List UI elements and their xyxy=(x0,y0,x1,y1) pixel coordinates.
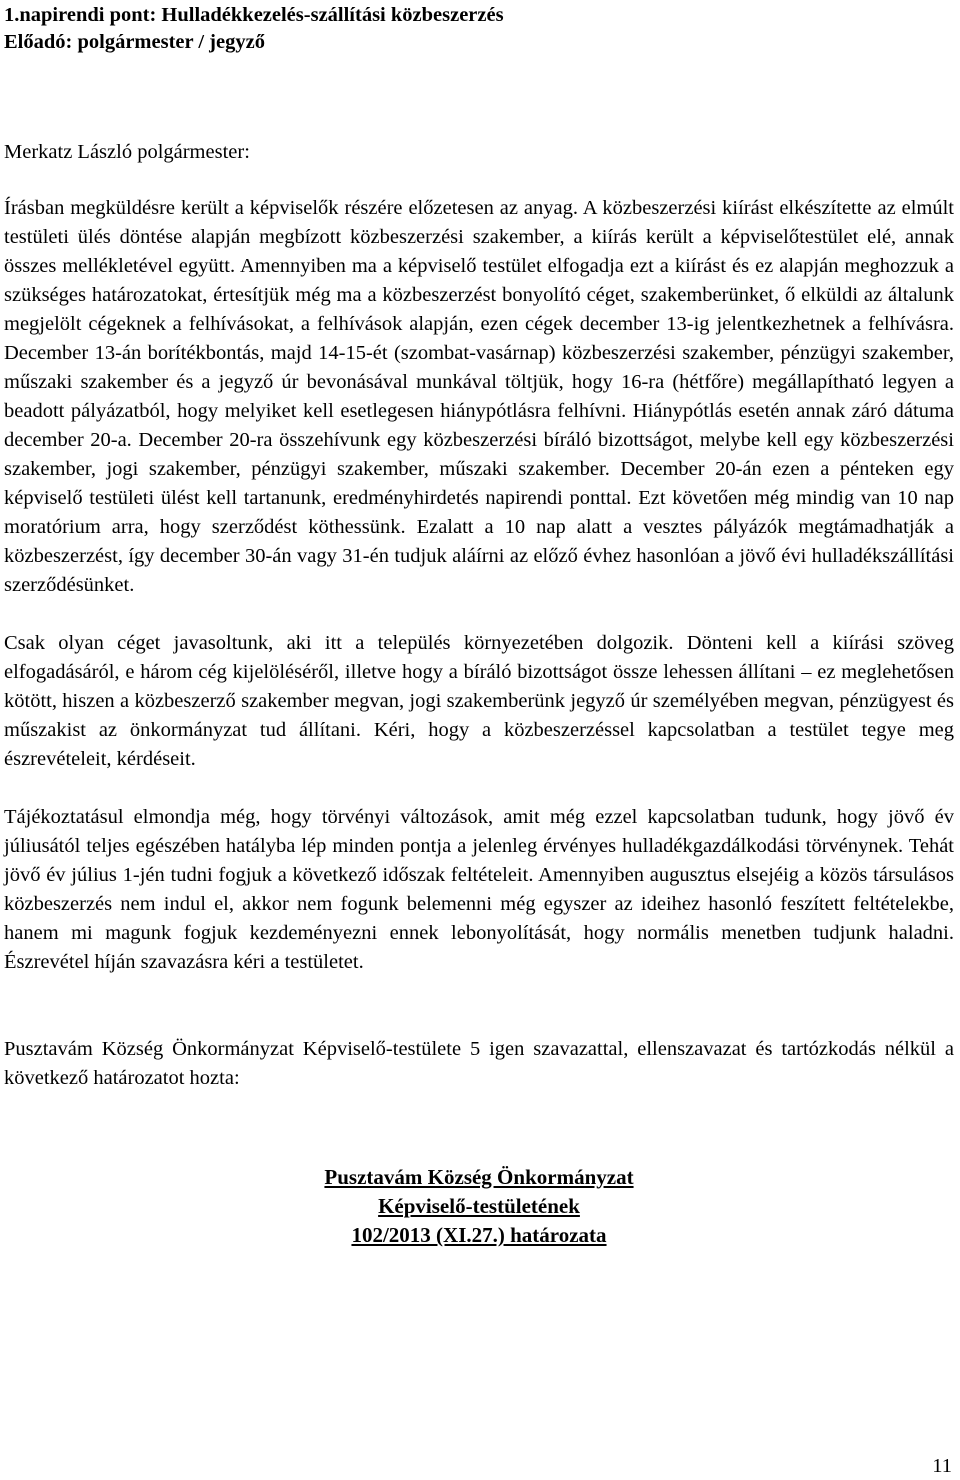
resolution-line-number: 102/2013 (XI.27.) határozata xyxy=(351,1223,607,1247)
document-page xyxy=(4,0,954,1250)
paragraph-procurement-timeline: Írásban megküldésre került a képviselők részére előzetesen az anyag. A közbeszerzési kiírást elkészítette az elmúlt testületi ülés döntése alapján megbízott közbeszerzési szakember, a kiírás került a képviselőtestület elé, annak összes mellékletével együtt. Amennyiben ma a képviselő testület elfogadja ezt a kiírást és ez alapján meghozzuk a szükséges határozatokat, értesítjük még ma a közbeszerzést bonyolító céget, szakemberünket, ő elküldi az általunk megjelölt cégeknek a felhívásokat, a felhívások alapján, ezen cégek december 13-ig jelentkezhetnek a felhívásra. December 13-án borítékbontás, majd 14-15-ét (szombat-vasárnap) közbeszerzési szakember, pénzügyi szakember, műszaki szakember és a jegyző úr bevonásával munkával töltjük, hogy 16-ra (hétfőre) megállapítható legyen a beadott pályázatból, hogy melyiket kell esetlegesen hiánypótlásra felhívni. Hiánypótlás esetén annak záró dátuma december 20-a. December 20-ra összehívunk egy közbeszerzési bíráló bizottságot, melybe kell egy közbeszerzési szakember, jogi szakember, pénzügyi szakember, műszaki szakember. December 20-án ezen a pénteken egy képviselő testületi ülést kell tartanunk, eredményhirdetés napirendi ponttal. Ezt követően még mindig van 10 nap moratórium arra, hogy szerződést köthessünk. Ezalatt a 10 nap alatt a vesztes pályázók megtámadhatják a közbeszerzést, így december 30-án vagy 31-én tudjuk aláírni az előző évhez hasonlóan a jövő évi hulladékszállítási szerződésünket. xyxy=(4,197,954,596)
paragraph-vote-result: Pusztavám Község Önkormányzat Képviselő-testülete 5 igen szavazattal, ellenszavazat és tartózkodás nélkül a következő határozatot hozta: xyxy=(4,1038,954,1089)
agenda-item-heading: 1.napirendi pont: Hulladékkezelés-szállítási közbeszerzés xyxy=(4,4,504,26)
agenda-title xyxy=(4,2,954,56)
page-number: 11 xyxy=(932,1455,952,1477)
resolution-line-municipality: Pusztavám Község Önkormányzat xyxy=(324,1165,634,1189)
resolution-heading xyxy=(4,1163,954,1250)
resolution-line-body: Képviselő-testületének xyxy=(378,1194,580,1218)
paragraph-decision-request: Csak olyan céget javasoltunk, aki itt a település környezetében dolgozik. Dönteni kell a kiírási szöveg elfogadásáról, e három cég kijelöléséről, illetve hogy a bíráló bizottságot össze lehessen állítani – ez meglehetősen kötött, hiszen a közbeszerző szakember megvan, jogi szakemberünk jegyző úr személyében megvan, pénzügyest és műszakist az önkormányzat tud állítani. Kéri, hogy a közbeszerzéssel kapcsolatban a testület tegye meg észrevételeit, kérdéseit. xyxy=(4,632,954,770)
paragraph-legal-changes: Tájékoztatásul elmondja még, hogy törvényi változások, amit még ezzel kapcsolatban tudunk, hogy jövő év júliusától teljes egészében hatályba lép minden pontja a jelenleg érvényes hulladékgazdálkodási törvénynek. Tehát jövő év július 1-jén tudni fogjuk a következő időszak feltételeit. Amennyiben augusztus elsejéig a közös társulásos közbeszerzés nem indul el, akkor nem fogunk belemenni még egyszer az ideihez hasonló feszített feltételekbe, hanem mi magunk fogjuk kezdeményezni ennek lebonyolítását, hogy normális menetben tudjunk haladni. Észrevétel híján szavazásra kéri a testületet. xyxy=(4,806,954,973)
presenter-line: Előadó: polgármester / jegyző xyxy=(4,31,265,53)
speaker-name: Merkatz László polgármester: xyxy=(4,141,250,163)
